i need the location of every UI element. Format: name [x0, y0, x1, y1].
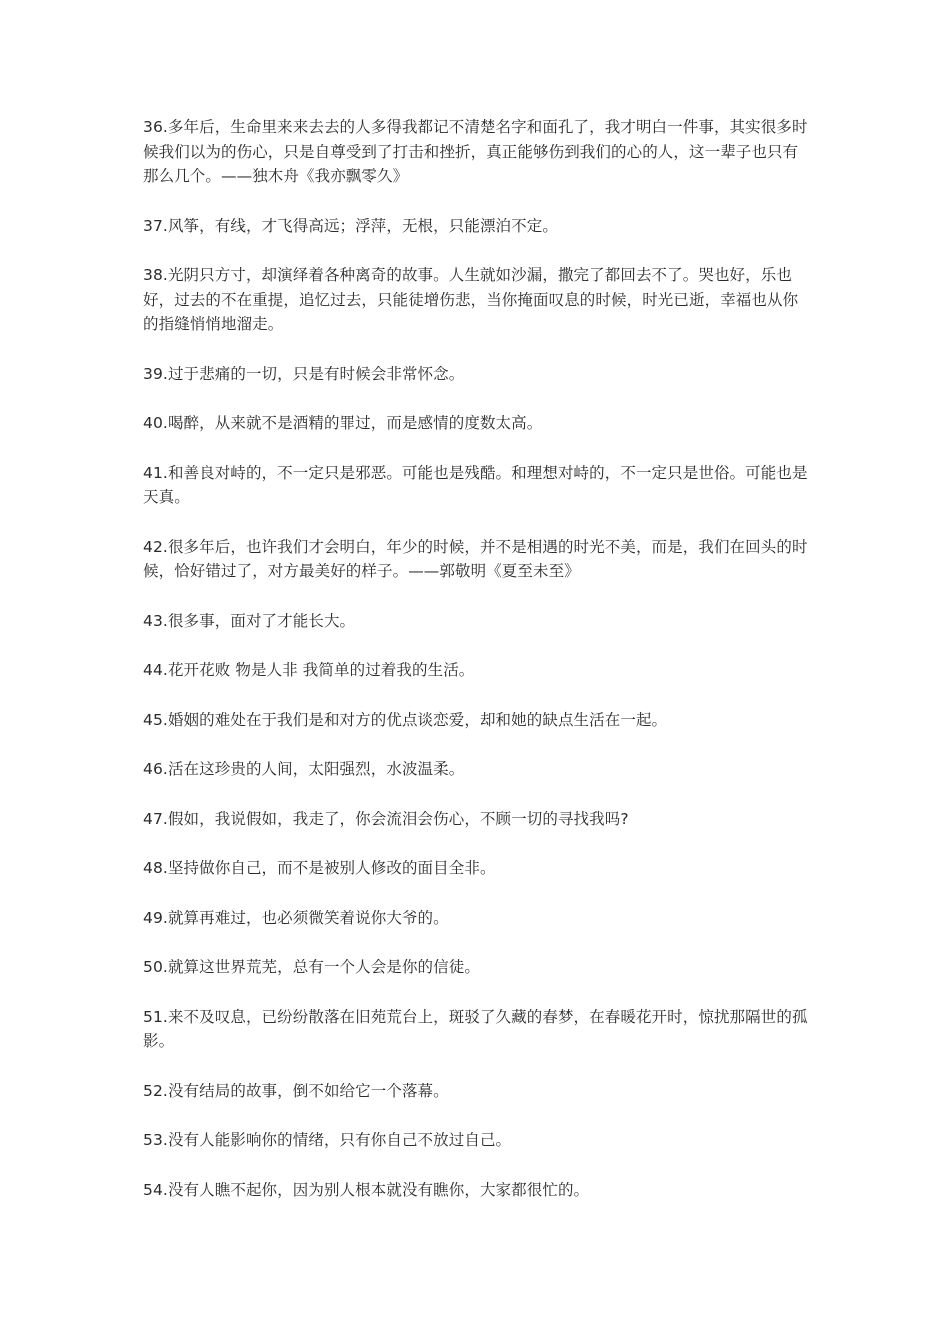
- quote-list: [143, 115, 810, 1227]
- quote-item: 53.没有人能影响你的情绪，只有你自己不放过自己。: [143, 1131, 512, 1149]
- quote-item: 54.没有人瞧不起你，因为别人根本就没有瞧你，大家都很忙的。: [143, 1180, 590, 1199]
- quote-item: 44.花开花败 物是人非 我简单的过着我的生活。: [143, 661, 475, 679]
- quote-item: 42.很多年后，也许我们才会明白，年少的时候，并不是相遇的时光不美，而是，我们在回头的时候，恰好错过了，对方最美好的样子。——郭敬明《夏至未至》: [143, 537, 808, 580]
- quote-item: 36.多年后，生命里来来去去的人多得我都记不清楚名字和面孔了，我才明白一件事，其实很多时候我们以为的伤心，只是自尊受到了打击和挫折，真正能够伤到我们的心的人，这一辈子也只有那么几个。——独木舟《我亦飘零久》: [143, 118, 808, 185]
- quote-item: 48.坚持做你自己，而不是被别人修改的面目全非。: [143, 859, 496, 877]
- quote-item: 51.来不及叹息，已纷纷散落在旧苑荒台上，斑驳了久藏的春梦，在春暖花开时，惊扰那隔世的孤影。: [143, 1007, 808, 1050]
- quote-item: 43.很多事，面对了才能长大。: [143, 611, 356, 630]
- quote-item: 49.就算再难过，也必须微笑着说你大爷的。: [143, 908, 449, 927]
- quote-item: 37.风筝，有线，才飞得高远；浮萍，无根，只能漂泊不定。: [143, 216, 558, 235]
- quote-item: 39.过于悲痛的一切，只是有时候会非常怀念。: [143, 364, 465, 383]
- quote-item: 40.喝醉，从来就不是酒精的罪过，而是感情的度数太高。: [143, 414, 543, 432]
- quote-item: 41.和善良对峙的，不一定只是邪恶。可能也是残酷。和理想对峙的，不一定只是世俗。可能也是天真。: [143, 463, 808, 506]
- quote-item: 46.活在这珍贵的人间，太阳强烈，水波温柔。: [143, 760, 465, 778]
- quote-item: 47.假如，我说假如，我走了，你会流泪会伤心，不顾一切的寻找我吗?: [143, 809, 629, 828]
- quote-item: 52.没有结局的故事，倒不如给它一个落幕。: [143, 1081, 449, 1100]
- quote-item: 45.婚姻的难处在于我们是和对方的优点谈恋爱，却和她的缺点生活在一起。: [143, 710, 668, 729]
- quote-item: 50.就算这世界荒芜，总有一个人会是你的信徒。: [143, 958, 480, 976]
- quote-item: 38.光阴只方寸，却演绎着各种离奇的故事。人生就如沙漏，撒完了都回去不了。哭也好，乐也好，过去的不在重提，追忆过去，只能徒增伤悲，当你掩面叹息的时候，时光已逝，幸福也从你的指缝悄悄地溜走。: [143, 266, 799, 333]
